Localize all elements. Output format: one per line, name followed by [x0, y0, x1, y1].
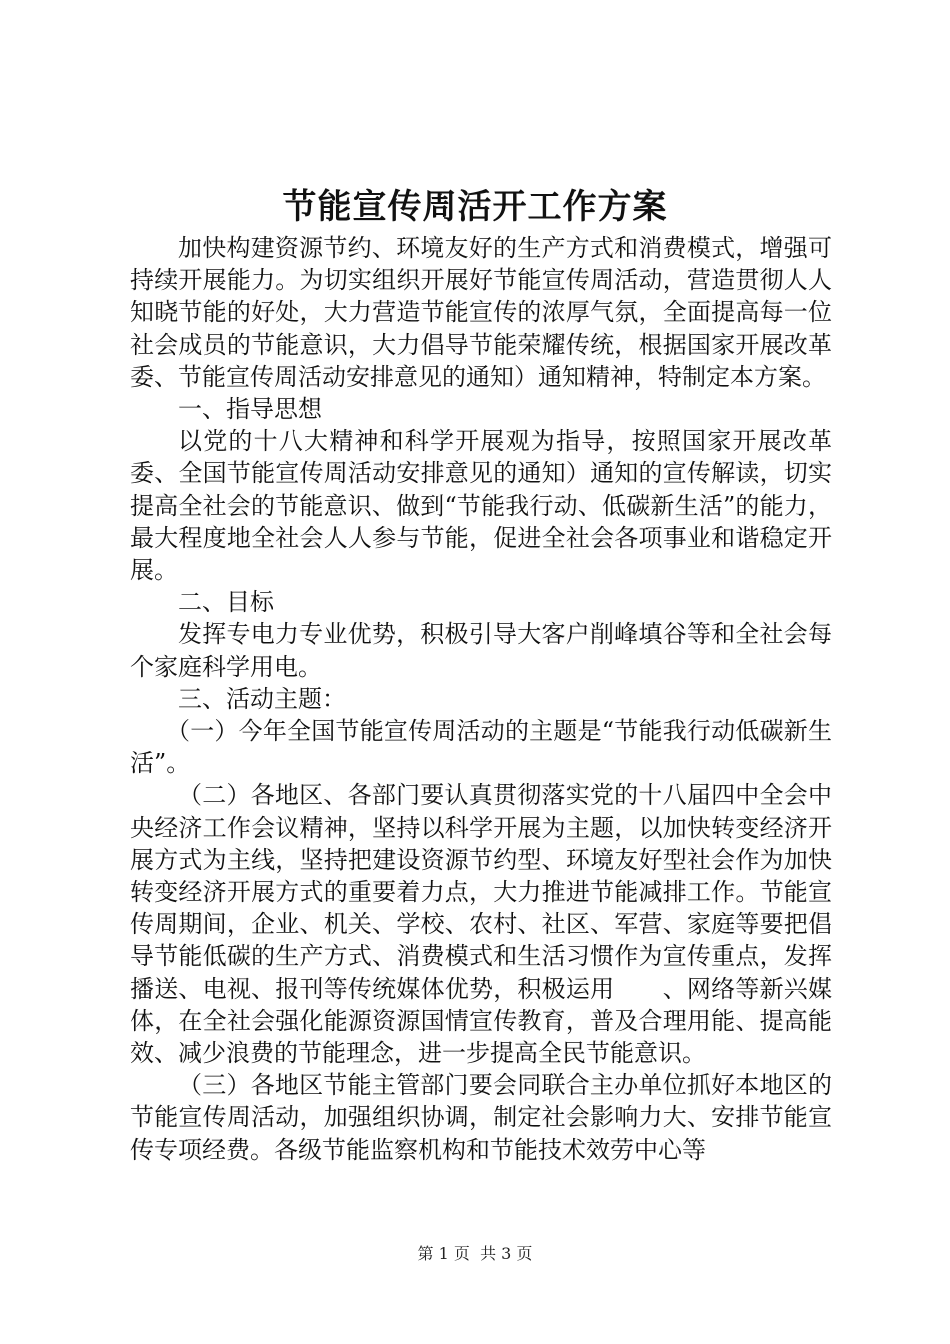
- document-body: [130, 232, 832, 1166]
- paragraph-theme-item-1: （一）今年全国节能宣传周活动的主题是“节能我行动低碳新生活”。: [130, 717, 832, 778]
- paragraph-intro: 加快构建资源节约、环境友好的生产方式和消费模式，增强可持续开展能力。为切实组织开展好节能宣传周活动，营造贯彻人人知晓节能的好处，大力营造节能宣传的浓厚气氛，全面提高每一位社会成员的节能意识，大力倡导节能荣耀传统，根据国家开展改革委、节能宣传周活动安排意见的通知）通知精神，特制定本方案。: [130, 234, 832, 391]
- heading-guiding-ideology: 一、指导思想: [178, 395, 322, 424]
- paragraph-guiding-ideology: 以党的十八大精神和科学开展观为指导，按照国家开展改革委、全国节能宣传周活动安排意见的通知）通知的宣传解读，切实提高全社会的节能意识、做到“节能我行动、低碳新生活”的能力，最大程度地全社会人人参与节能，促进全社会各项事业和谐稳定开展。: [130, 427, 832, 585]
- page-number-label: 第 1 页 共 3 页: [417, 1244, 533, 1263]
- paragraph-goal: 发挥专电力专业优势，积极引导大客户削峰填谷等和全社会每个家庭科学用电。: [130, 620, 832, 681]
- paragraph-theme-item-3: （三）各地区节能主管部门要会同联合主办单位抓好本地区的节能宣传周活动，加强组织协调，制定社会影响力大、安排节能宣传专项经费。各级节能监察机构和节能技术效劳中心等: [130, 1071, 832, 1164]
- heading-activity-theme: 三、活动主题：: [178, 684, 346, 713]
- page-footer: [0, 1242, 950, 1266]
- document-title: 节能宣传周活开工作方案: [282, 187, 668, 227]
- paragraph-theme-item-2: （二）各地区、各部门要认真贯彻落实党的十八届四中全会中央经济工作会议精神，坚持以科学开展为主题，以加快转变经济开展方式为主线，坚持把建设资源节约型、环境友好型社会作为加快转变经济开展方式的重要着力点，大力推进节能减排工作。节能宣传周期间，企业、机关、学校、农村、社区、军营、家庭等要把倡导节能低碳的生产方式、消费模式和生活习惯作为宣传重点，发挥播送、电视、报刊等传统媒体优势，积极运用 、网络等新兴媒体，在全社会强化能源资源国情宣传教育，普及合理用能、提高能效、减少浪费的节能理念，进一步提高全民节能意识。: [130, 781, 832, 1068]
- heading-goal: 二、目标: [178, 588, 274, 617]
